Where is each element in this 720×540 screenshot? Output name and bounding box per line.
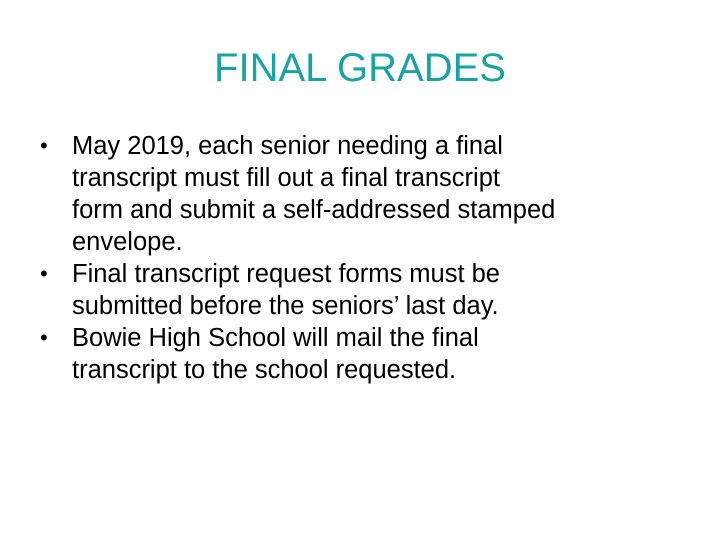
bullet-text-line: form and submit a self-addressed stamped [72, 196, 556, 224]
bullet-text-line: submitted before the seniors’ last day. [72, 292, 499, 320]
bullet-text-line: envelope. [72, 228, 183, 256]
bullet-text-line: transcript to the school requested. [72, 356, 457, 384]
bullet-text-line: Final transcript request forms must be [72, 260, 500, 288]
bullet-text-line: May 2019, each senior needing a final [72, 132, 503, 160]
bullet-item [36, 322, 696, 386]
bullet-text-line: transcript must fill out a final transcript [72, 164, 500, 192]
bullet-icon: • [40, 261, 48, 286]
slide-title: FINAL GRADES [214, 46, 506, 90]
bullet-item [36, 258, 696, 322]
bullet-text-line: Bowie High School will mail the final [72, 324, 479, 352]
bullet-item [36, 130, 696, 258]
bullet-icon: • [40, 325, 48, 350]
bullet-icon: • [40, 133, 48, 158]
bullet-list [36, 130, 696, 386]
